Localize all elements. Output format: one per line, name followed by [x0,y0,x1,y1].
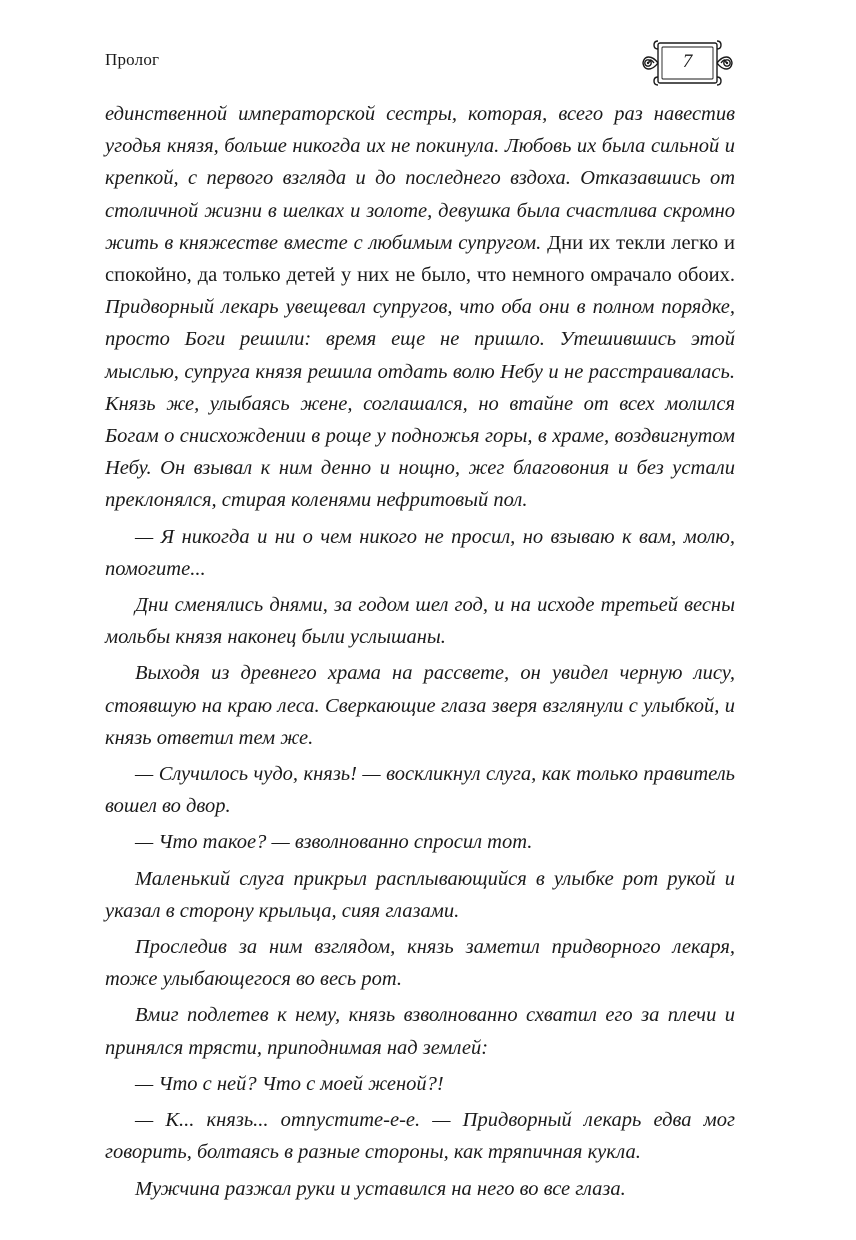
roman-text-run: Дни их текли легко и спокойно, да только детей у них не было, что немного омрачало обоих. [105,231,735,287]
paragraph [105,657,735,754]
body-text [105,98,735,1205]
paragraph [105,931,735,995]
italic-text-run: Мужчина разжал руки и уставился на него во все глаза. [135,1177,626,1200]
italic-text-run: единственной императорской сестры, которая, всего раз навестив угодья князя, больше никогда их не покинула. Любовь их была сильной и крепкой, с первого взгляда и до последнего вздоха. Отказавшись от столичной жизни в шелках и золоте, девушка была счастлива скромно жить в княжестве вместе с любимым супругом. [105,103,735,254]
paragraph [105,863,735,927]
italic-text-run: Придворный лекарь увещевал супругов, что оба они в полном порядке, просто Боги решили: время еще не пришло. Утешившись этой мыслью, супруга князя решила отдать волю Небу и не расстраивалась. Князь же, улыбаясь жене, соглашался, но втайне от всех молился Богам о снисхождении в роще у подножья горы, в храме, воздвигнутом Небу. Он взывал к ним денно и нощно, жег благовония и без устали преклонялся, стирая коленями нефритовый пол. [105,296,735,512]
paragraph [105,826,735,858]
italic-text-run: — К... князь... отпустите-е-е. — Придворный лекарь едва мог говорить, болтаясь в разные стороны, как тряпичная кукла. [105,1109,735,1164]
paragraph [105,1173,735,1205]
chapter-title: Пролог [105,50,160,69]
italic-text-run: Проследив за ним взглядом, князь заметил придворного лекаря, тоже улыбающегося во весь рот. [105,936,735,991]
paragraph [105,98,735,517]
italic-text-run: Выходя из древнего храма на рассвете, он увидел черную лису, стоявшую на краю леса. Сверкающие глаза зверя взглянули с улыбкой, и князь ответил тем же. [105,662,735,749]
italic-text-run: — Что с ней? Что с моей женой?! [135,1072,444,1095]
italic-text-run: — Случилось чудо, князь! — воскликнул слуга, как только правитель вошел во двор. [105,763,735,818]
paragraph [105,999,735,1063]
italic-text-run: — Что такое? — взволнованно спросил тот. [135,831,533,854]
paragraph [105,589,735,653]
paragraph [105,1104,735,1168]
page-number: 7 [682,51,693,72]
page-number-frame [640,37,735,89]
paragraph [105,521,735,585]
paragraph [105,1068,735,1100]
paragraph [105,758,735,822]
italic-text-run: Дни сменялись днями, за годом шел год, и на исходе третьей весны мольбы князя наконец были услышаны. [105,594,735,649]
italic-text-run: Вмиг подлетев к нему, князь взволнованно схватил его за плечи и принялся трясти, приподнимая над землей: [105,1004,735,1059]
italic-text-run: Маленький слуга прикрыл расплывающийся в улыбке рот рукой и указал в сторону крыльца, сияя глазами. [105,867,735,922]
italic-text-run: — Я никогда и ни о чем никого не просил, но взываю к вам, молю, помогите... [105,525,735,580]
